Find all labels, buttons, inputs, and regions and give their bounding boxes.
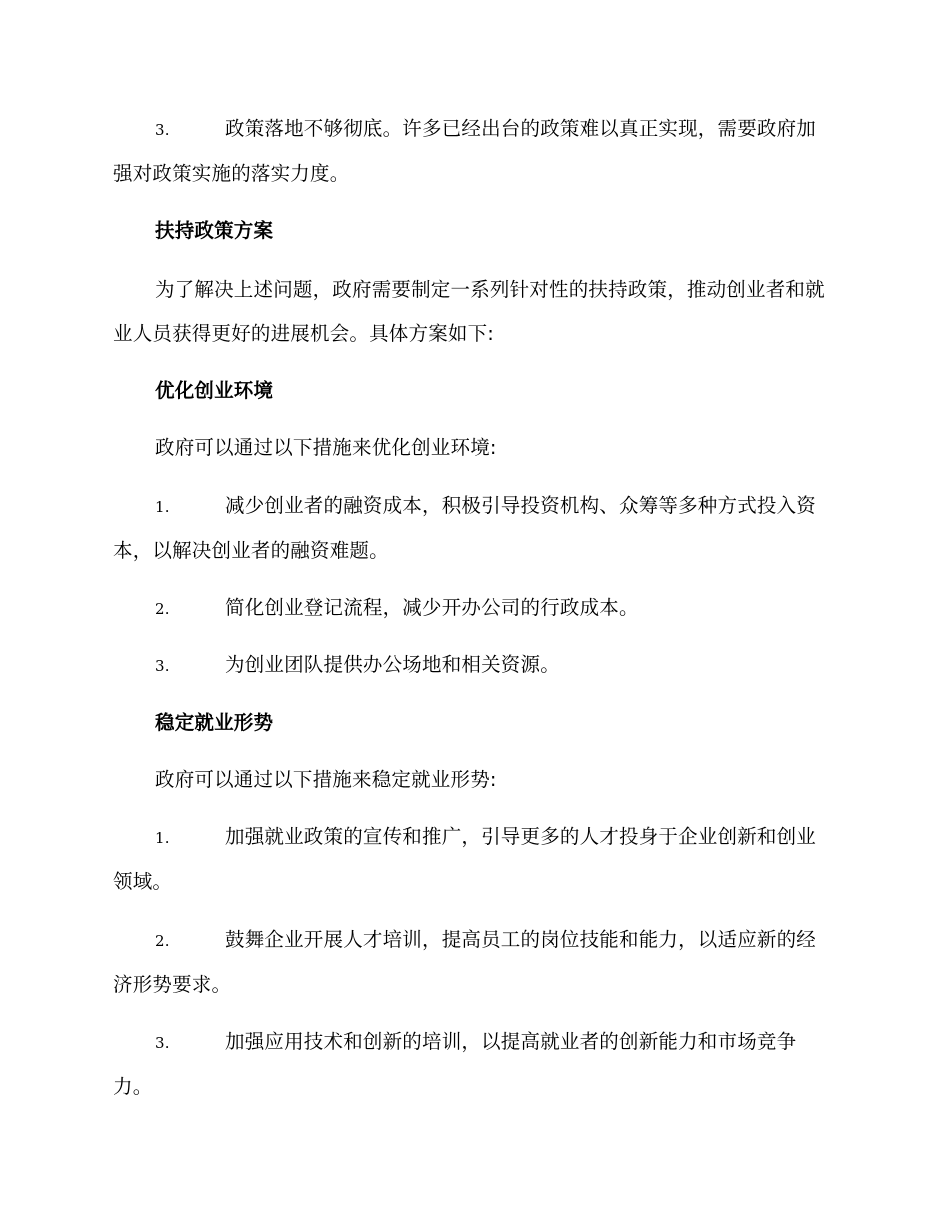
section-heading: 优化创业环境 <box>155 379 274 402</box>
list-item <box>113 918 835 1007</box>
list-number: 1. <box>155 829 170 847</box>
list-item-text: 鼓舞企业开展人才培训，提高员工的岗位技能和能力，以适应新的经济形势要求。 <box>113 928 817 996</box>
paragraph: 政府可以通过以下措施来稳定就业形势: <box>155 768 497 791</box>
list-item-text: 加强应用技术和创新的培训，以提高就业者的创新能力和市场竞争力。 <box>113 1030 797 1098</box>
list-number: 2. <box>155 600 170 618</box>
list-item <box>113 815 835 904</box>
list-number: 2. <box>155 932 170 950</box>
list-item-text: 政策落地不够彻底。许多已经出台的政策难以真正实现，需要政府加强对政策实施的落实力度。 <box>113 117 817 185</box>
list-item-text: 简化创业登记流程，减少开办公司的行政成本。 <box>225 596 639 619</box>
paragraph: 政府可以通过以下措施来优化创业环境: <box>155 436 497 459</box>
list-item-text: 加强就业政策的宣传和推广，引导更多的人才投身于企业创新和创业领域。 <box>113 825 817 893</box>
list-item <box>113 586 835 631</box>
section-heading: 稳定就业形势 <box>155 711 274 734</box>
list-number: 1. <box>155 498 170 516</box>
list-number: 3. <box>155 121 170 139</box>
list-item-text: 减少创业者的融资成本，积极引导投资机构、众筹等多种方式投入资本，以解决创业者的融资难题。 <box>113 494 817 562</box>
list-number: 3. <box>155 1034 170 1052</box>
list-item <box>113 107 835 196</box>
list-item <box>113 1020 835 1109</box>
list-item <box>113 643 835 688</box>
paragraph: 为了解决上述问题，政府需要制定一系列针对性的扶持政策，推动创业者和就业人员获得更好的进展机会。具体方案如下: <box>113 278 825 345</box>
list-item-text: 为创业团队提供办公场地和相关资源。 <box>225 653 560 676</box>
list-number: 3. <box>155 657 170 675</box>
section-heading: 扶持政策方案 <box>155 219 274 242</box>
list-item <box>113 484 835 573</box>
